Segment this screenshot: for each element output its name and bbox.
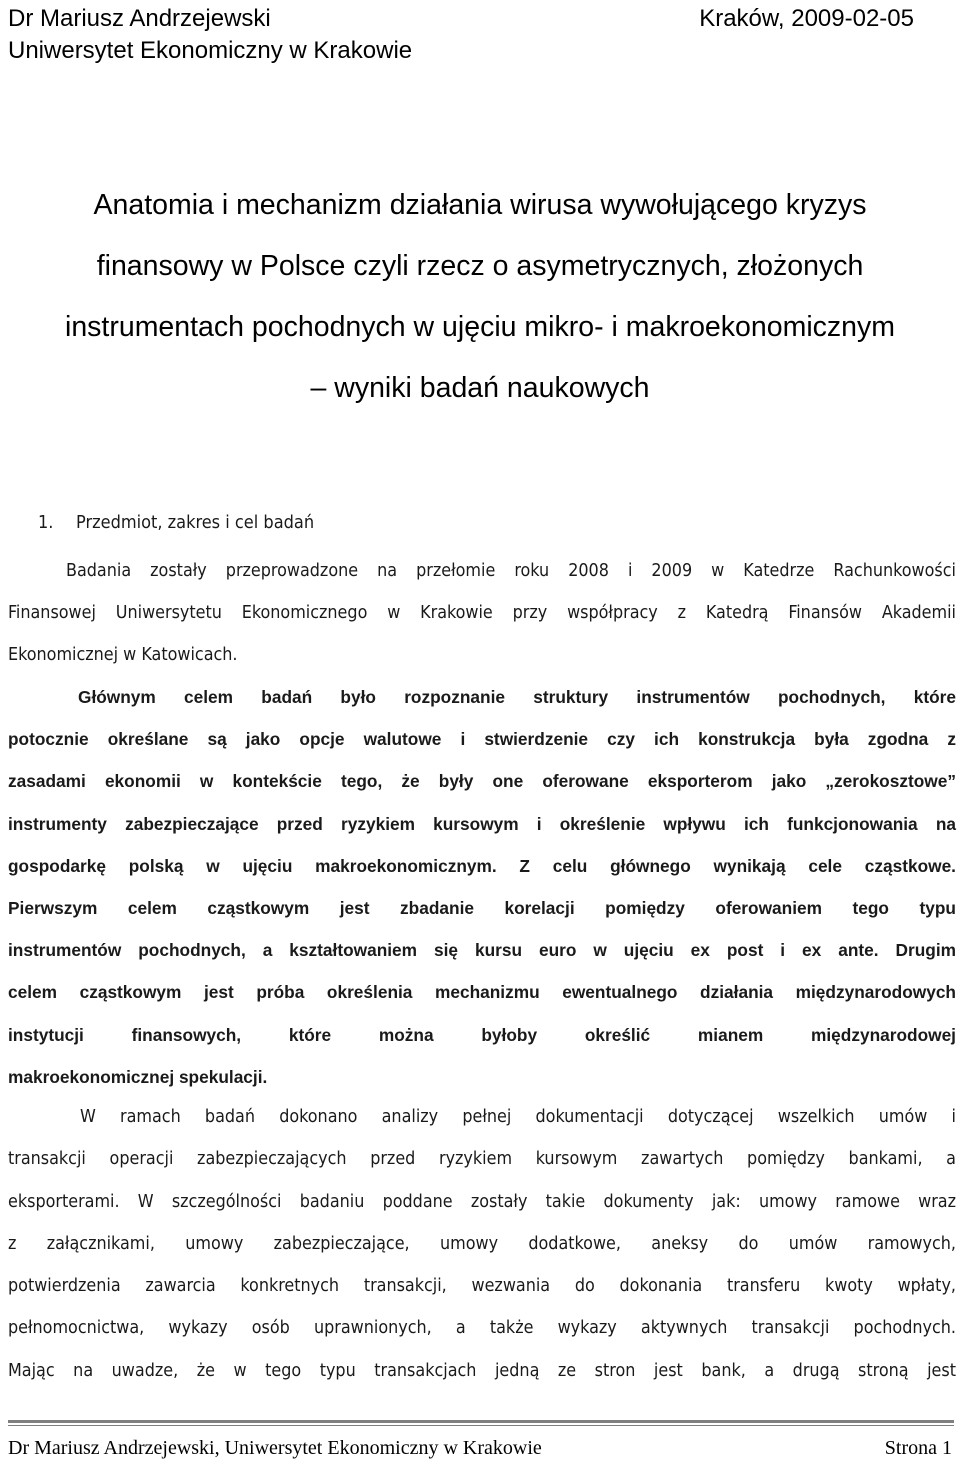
paragraph-line: pełnomocnictwa, wykazy osób uprawnionych, a także wykazy aktywnych transakcji pochodnych.: [8, 1317, 956, 1339]
document-title: [0, 175, 960, 419]
document-header: [8, 3, 914, 67]
paragraph-line: Finansowej Uniwersytetu Ekonomicznego w Krakowie przy współpracy z Katedrą Finansów Akademii: [8, 602, 956, 623]
place-and-date: Kraków, 2009-02-05: [699, 5, 914, 32]
paragraph-line: eksporterami. W szczególności badaniu poddane zostały takie dokumenty jak: umowy ramowe wraz: [8, 1190, 956, 1212]
paragraph-line: zasadami ekonomii w kontekście tego, że były one oferowane eksporterom jako „zerokosztowe”: [8, 771, 956, 792]
paragraph-line: gospodarkę polską w ujęciu makroekonomicznym. Z celu głównego wynikają cele cząstkowe.: [8, 855, 956, 876]
paragraph-line: potwierdzenia zawarcia konkretnych transakcji, wezwania do dokonania transferu kwoty wpłaty,: [8, 1275, 956, 1297]
paragraph-line: instrumenty zabezpieczające przed ryzykiem kursowym i określenie wpływu ich funkcjonowania na: [8, 813, 956, 834]
paragraph-line: instytucji finansowych, które można byłoby określić mianem międzynarodowej: [8, 1024, 956, 1045]
title-line: instrumentach pochodnych w ujęciu mikro- i makroekonomicznym: [65, 311, 895, 343]
paragraph-line: celem cząstkowym jest próba określenia mechanizmu ewentualnego działania międzynarodowych: [8, 982, 956, 1003]
section-number: 1.: [38, 512, 54, 533]
institution-name: Uniwersytet Ekonomiczny w Krakowie: [8, 37, 413, 64]
footer-divider-thin: [8, 1425, 954, 1426]
page-footer: [8, 1434, 952, 1462]
paragraph-line: instrumentów pochodnych, a kształtowaniem się kursu euro w ujęciu ex post i ex ante. Drugim: [8, 940, 956, 961]
paragraph-line: transakcji operacji zabezpieczających przed ryzykiem kursowym zawartych pomiędzy bankami, a: [8, 1148, 956, 1170]
paragraph-line: Głównym celem badań było rozpoznanie struktury instrumentów pochodnych, które: [78, 687, 956, 707]
page-number: Strona 1: [884, 1437, 952, 1459]
title-line: finansowy w Polsce czyli rzecz o asymetrycznych, złożonych: [96, 250, 864, 282]
paragraph-line: Badania zostały przeprowadzone na przełomie roku 2008 i 2009 w Katedrze Rachunkowości: [66, 560, 956, 581]
footer-divider: [8, 1420, 954, 1423]
paragraph-methodology: [8, 1096, 956, 1392]
paragraph-intro: [8, 550, 956, 676]
paragraph-line: potocznie określane są jako opcje walutowe i stwierdzenie czy ich konstrukcja była zgodna z: [8, 729, 956, 750]
paragraph-goals: [8, 676, 956, 1098]
paragraph-line: Mając na uwadze, że w tego typu transakcjach jedną ze stron jest bank, a drugą stroną jest: [8, 1359, 956, 1381]
paragraph-line: W ramach badań dokonano analizy pełnej dokumentacji dotyczącej wszelkich umów i: [80, 1106, 956, 1127]
title-line: – wyniki badań naukowych: [310, 372, 650, 404]
paragraph-line: Ekonomicznej w Katowicach.: [8, 644, 238, 665]
paragraph-line: makroekonomicznej spekulacji.: [8, 1066, 268, 1087]
footer-text: Dr Mariusz Andrzejewski, Uniwersytet Ekonomiczny w Krakowie: [8, 1437, 542, 1459]
section-title: Przedmiot, zakres i cel badań: [76, 512, 315, 533]
paragraph-line: z załącznikami, umowy zabezpieczające, umowy dodatkowe, aneksy do umów ramowych,: [8, 1232, 956, 1254]
section-heading: [38, 509, 314, 537]
paragraph-line: Pierwszym celem cząstkowym jest zbadanie korelacji pomiędzy oferowaniem tego typu: [8, 898, 956, 919]
author-name: Dr Mariusz Andrzejewski: [8, 5, 271, 32]
title-line: Anatomia i mechanizm działania wirusa wywołującego kryzys: [93, 189, 867, 221]
